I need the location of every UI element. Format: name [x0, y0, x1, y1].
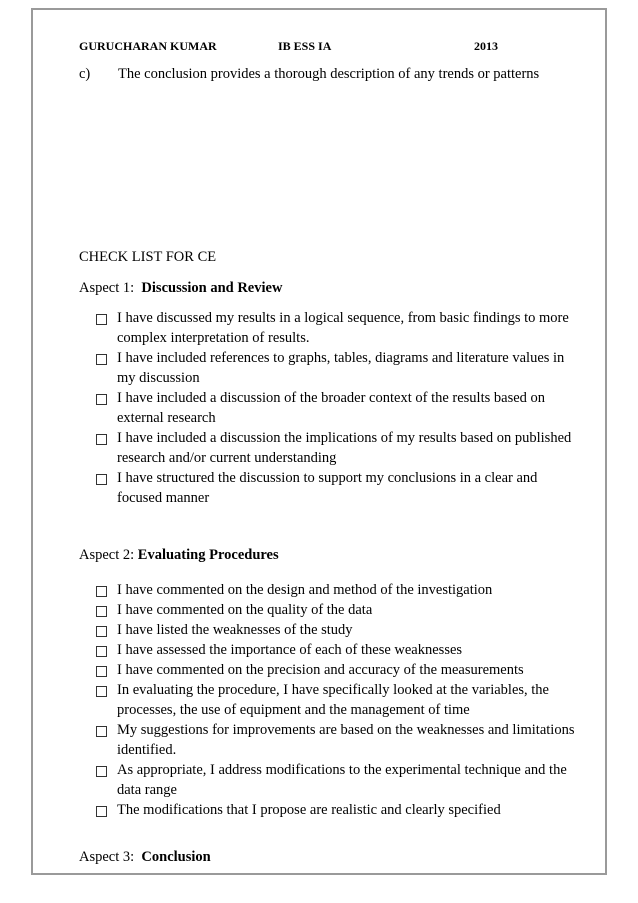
aspect2-item-5: I have commented on the precision and accuracy of the measurements [117, 662, 524, 678]
checkbox[interactable] [96, 666, 107, 677]
aspect1-item-5: I have structured the discussion to support my conclusions in a clear and focused manner [117, 470, 538, 506]
checkbox[interactable] [96, 806, 107, 817]
checkbox[interactable] [96, 766, 107, 777]
aspect1-title: Discussion and Review [141, 280, 283, 296]
aspect1-prefix: Aspect 1: [79, 280, 135, 296]
header-year: 2013 [474, 39, 498, 53]
aspect2-item-7: My suggestions for improvements are based on the weaknesses and limitations identified. [117, 722, 575, 758]
checkbox[interactable] [96, 354, 107, 365]
aspect1-heading [79, 280, 282, 297]
checkbox[interactable] [96, 726, 107, 737]
aspect3-heading [79, 849, 211, 866]
aspect1-item-2: I have included references to graphs, tables, diagrams and literature values in my discussion [117, 350, 565, 386]
checkbox[interactable] [96, 314, 107, 325]
checkbox[interactable] [96, 646, 107, 657]
checkbox[interactable] [96, 686, 107, 697]
aspect2-prefix: Aspect 2: [79, 547, 135, 563]
aspect2-item-6: In evaluating the procedure, I have specifically looked at the variables, the processes, the use of equipment and the management of time [117, 682, 549, 718]
header-course: IB ESS IA [278, 39, 332, 53]
aspect1-item-1: I have discussed my results in a logical sequence, from basic findings to more complex interpretation of results. [117, 310, 569, 346]
aspect3-prefix: Aspect 3: [79, 849, 135, 865]
checkbox[interactable] [96, 626, 107, 637]
checkbox[interactable] [96, 394, 107, 405]
checkbox[interactable] [96, 606, 107, 617]
header-author: GURUCHARAN KUMAR [79, 39, 217, 53]
criterion-c-marker: c) [79, 66, 91, 82]
checkbox[interactable] [96, 474, 107, 485]
aspect2-item-4: I have assessed the importance of each of these weaknesses [117, 642, 463, 658]
aspect2-item-8: As appropriate, I address modifications to the experimental technique and the data range [117, 762, 567, 798]
checkbox[interactable] [96, 586, 107, 597]
aspect1-item-3: I have included a discussion of the broader context of the results based on external research [117, 390, 546, 426]
aspect2-item-9: The modifications that I propose are realistic and clearly specified [117, 802, 501, 818]
aspect3-title: Conclusion [141, 849, 211, 865]
aspect2-title: Evaluating Procedures [137, 547, 279, 563]
aspect2-item-3: I have listed the weaknesses of the study [117, 622, 353, 638]
checklist-title: CHECK LIST FOR CE [79, 249, 217, 265]
aspect2-item-2: I have commented on the quality of the data [117, 602, 373, 618]
aspect2-heading [79, 547, 279, 564]
aspect2-item-1: I have commented on the design and method of the investigation [117, 582, 493, 598]
checkbox[interactable] [96, 434, 107, 445]
aspect1-item-4: I have included a discussion the implications of my results based on published research and/or current understanding [117, 430, 572, 466]
criterion-c-text: The conclusion provides a thorough description of any trends or patterns [118, 66, 540, 82]
